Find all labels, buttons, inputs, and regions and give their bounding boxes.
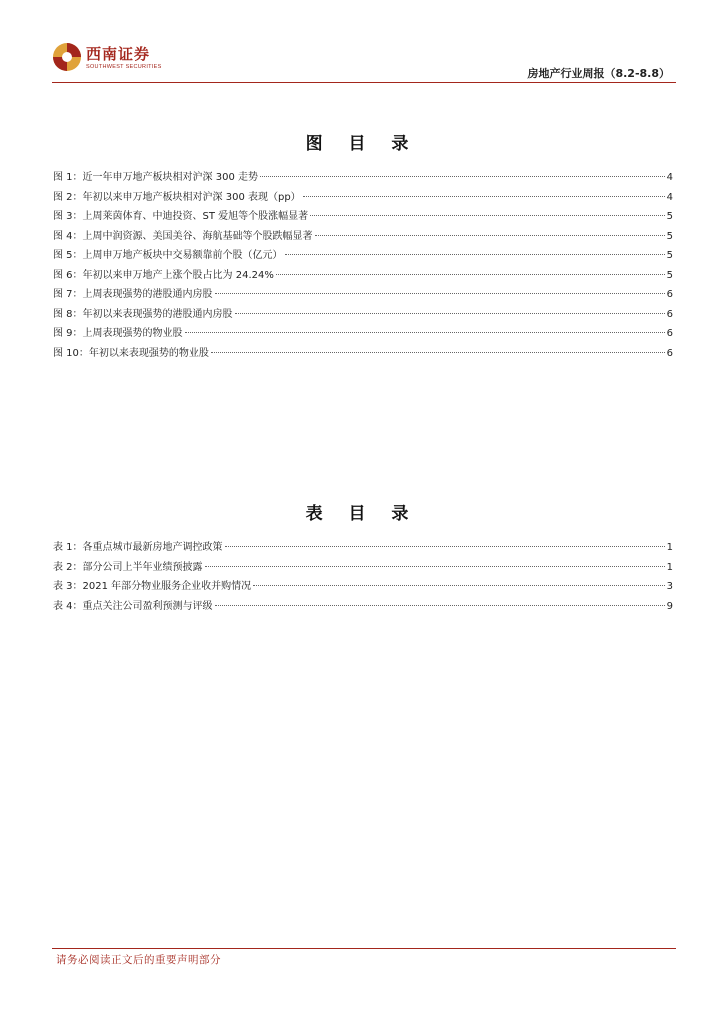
toc-entry-label: 表 3：2021 年部分物业服务企业收并购情况 bbox=[53, 581, 252, 592]
toc-entry-label: 图 5：上周申万地产板块中交易额靠前个股（亿元） bbox=[53, 250, 283, 261]
toc-leader-dots bbox=[211, 352, 665, 353]
figure-toc-list bbox=[53, 168, 673, 363]
toc-entry[interactable] bbox=[53, 168, 673, 188]
toc-entry-label: 图 3：上周莱茵体育、中迪投资、ST 爱旭等个股涨幅显著 bbox=[53, 211, 309, 222]
toc-entry[interactable] bbox=[53, 227, 673, 247]
toc-entry-label: 图 7：上周表现强势的港股通内房股 bbox=[53, 289, 213, 300]
logo-subtext: SOUTHWEST SECURITIES bbox=[86, 64, 162, 70]
toc-entry[interactable] bbox=[53, 188, 673, 208]
toc-entry[interactable] bbox=[53, 324, 673, 344]
toc-leader-dots bbox=[215, 293, 665, 294]
toc-entry-label: 图 1：近一年申万地产板块相对沪深 300 走势 bbox=[53, 172, 258, 183]
toc-leader-dots bbox=[215, 605, 665, 606]
toc-entry[interactable] bbox=[53, 266, 673, 286]
toc-leader-dots bbox=[235, 313, 665, 314]
toc-entry-page: 9 bbox=[666, 600, 673, 612]
toc-leader-dots bbox=[225, 546, 665, 547]
toc-leader-dots bbox=[303, 196, 665, 197]
table-toc-list bbox=[53, 538, 673, 616]
table-toc-title: 表 目 录 bbox=[305, 504, 419, 524]
toc-entry[interactable] bbox=[53, 207, 673, 227]
toc-entry-page: 5 bbox=[666, 230, 673, 242]
toc-entry-label: 图 4：上周中润资源、美国美谷、海航基础等个股跌幅显著 bbox=[53, 230, 313, 242]
toc-entry-page: 1 bbox=[666, 561, 673, 573]
toc-leader-dots bbox=[260, 176, 665, 177]
toc-leader-dots bbox=[205, 566, 665, 567]
toc-entry[interactable] bbox=[53, 344, 673, 364]
toc-entry-page: 1 bbox=[666, 542, 673, 553]
toc-entry-page: 5 bbox=[666, 269, 673, 281]
toc-entry-label: 图 8：年初以来表现强势的港股通内房股 bbox=[53, 308, 233, 320]
toc-entry[interactable] bbox=[53, 285, 673, 305]
toc-entry-page: 5 bbox=[666, 250, 673, 261]
toc-entry[interactable] bbox=[53, 305, 673, 325]
report-title: 房地产行业周报（8.2-8.8） bbox=[527, 67, 670, 80]
toc-leader-dots bbox=[253, 585, 664, 586]
toc-entry[interactable] bbox=[53, 597, 673, 617]
footer-notice: 请务必阅读正文后的重要声明部分 bbox=[56, 954, 221, 966]
toc-entry-page: 6 bbox=[666, 308, 673, 320]
toc-leader-dots bbox=[276, 274, 665, 275]
toc-leader-dots bbox=[310, 215, 664, 216]
toc-leader-dots bbox=[285, 254, 665, 255]
logo-emblem-icon bbox=[52, 42, 82, 72]
toc-entry-label: 表 1：各重点城市最新房地产调控政策 bbox=[53, 542, 223, 553]
toc-leader-dots bbox=[315, 235, 665, 236]
toc-entry-label: 表 4：重点关注公司盈利预测与评级 bbox=[53, 600, 213, 612]
logo-text: 西南证券 bbox=[86, 45, 151, 63]
toc-entry[interactable] bbox=[53, 246, 673, 266]
toc-entry-page: 6 bbox=[666, 328, 673, 339]
toc-entry-page: 6 bbox=[666, 289, 673, 300]
page-header bbox=[52, 40, 676, 84]
header-divider bbox=[52, 82, 676, 83]
figure-toc-title: 图 目 录 bbox=[305, 134, 419, 154]
toc-entry-label: 图 6：年初以来申万地产上涨个股占比为 24.24% bbox=[53, 269, 274, 281]
toc-leader-dots bbox=[185, 332, 665, 333]
toc-entry[interactable] bbox=[53, 558, 673, 578]
company-logo bbox=[52, 42, 192, 76]
toc-entry-page: 6 bbox=[666, 347, 673, 359]
toc-entry-page: 4 bbox=[666, 191, 673, 203]
toc-entry-label: 图 9：上周表现强势的物业股 bbox=[53, 328, 183, 339]
footer-divider bbox=[52, 948, 676, 949]
toc-entry-label: 图 10：年初以来表现强势的物业股 bbox=[53, 347, 209, 359]
toc-entry[interactable] bbox=[53, 538, 673, 558]
toc-entry-page: 4 bbox=[666, 172, 673, 183]
toc-entry-page: 3 bbox=[666, 581, 673, 592]
toc-entry[interactable] bbox=[53, 577, 673, 597]
toc-entry-page: 5 bbox=[666, 211, 673, 222]
toc-entry-label: 图 2：年初以来申万地产板块相对沪深 300 表现（pp） bbox=[53, 191, 301, 203]
toc-entry-label: 表 2：部分公司上半年业绩预披露 bbox=[53, 561, 203, 573]
